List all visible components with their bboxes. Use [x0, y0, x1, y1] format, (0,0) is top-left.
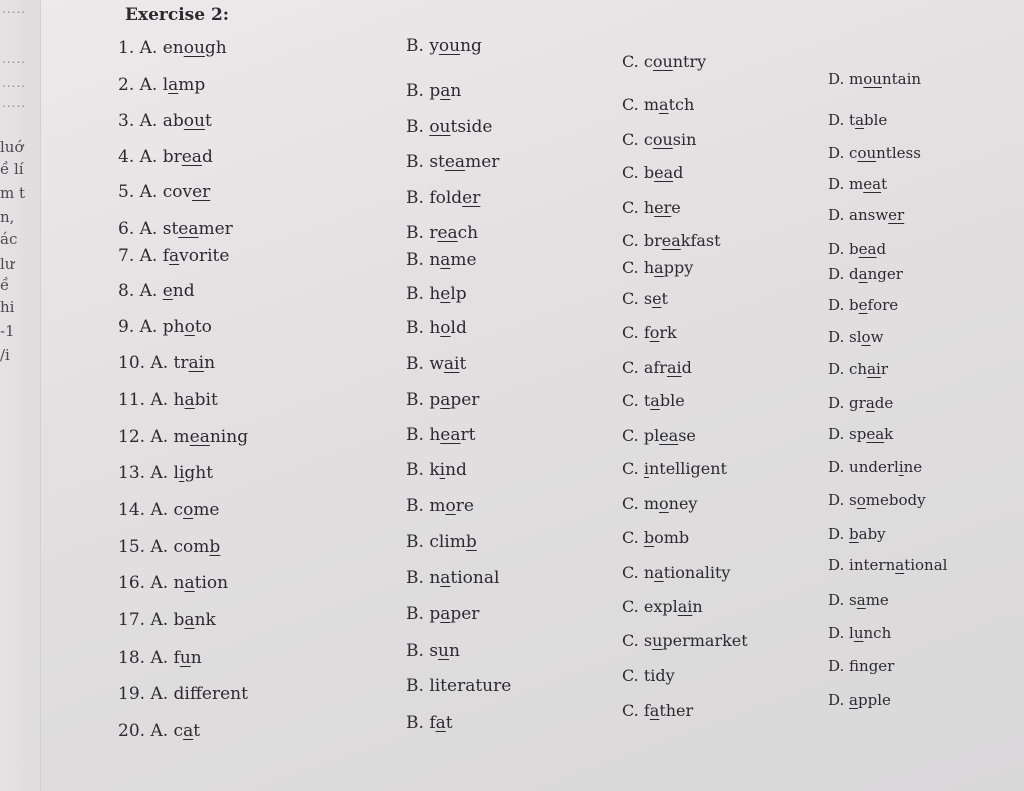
option-a-q4: 4. A. bread: [118, 147, 213, 167]
option-c-q5: C. here: [622, 198, 681, 217]
underlined-letters: o: [440, 318, 451, 338]
option-a-q11: 11. A. habit: [118, 390, 218, 410]
underlined-letters: a: [855, 111, 865, 129]
underlined-letters: a: [440, 568, 451, 588]
option-b-q10: B. wait: [406, 354, 467, 374]
underlined-letters: a: [659, 95, 669, 114]
option-a-q13: 13. A. light: [118, 463, 214, 483]
underlined-letters: a: [865, 394, 875, 412]
underlined-letters: a: [168, 75, 179, 95]
option-b-q18: B. sun: [406, 641, 460, 661]
underlined-letters: e: [858, 296, 868, 314]
underlined-letters: b: [209, 537, 221, 557]
option-a-q10: 10. A. train: [118, 353, 216, 373]
option-c-q6: C. breakfast: [622, 231, 721, 250]
option-d-q1: D. mountain: [828, 70, 922, 88]
underlined-letters: o: [445, 496, 456, 516]
margin-dots: .....: [2, 96, 27, 110]
underlined-letters: ou: [652, 130, 673, 149]
option-b-q2: B. pan: [406, 81, 462, 101]
option-c-q10: C. afraid: [622, 358, 692, 377]
option-a-q19: 19. A. different: [118, 684, 248, 704]
underlined-letters: ai: [677, 597, 693, 616]
underlined-letters: u: [179, 648, 191, 668]
underlined-letters: b: [643, 528, 655, 547]
option-d-q3: D. countless: [828, 144, 921, 162]
underlined-letters: a: [440, 604, 451, 624]
underlined-letters: o: [659, 494, 669, 513]
option-b-q1: B. young: [406, 36, 482, 56]
option-a-q15: 15. A. comb: [118, 537, 221, 557]
underlined-letters: er: [192, 182, 211, 202]
underlined-letters: ea: [661, 231, 681, 250]
option-a-q9: 9. A. photo: [118, 317, 212, 337]
underlined-letters: a: [184, 610, 195, 630]
underlined-letters: ai: [867, 360, 881, 378]
underlined-letters: ou: [652, 52, 673, 71]
option-b-q17: B. paper: [406, 604, 480, 624]
underlined-letters: ou: [429, 117, 451, 137]
option-a-q17: 17. A. bank: [118, 610, 216, 630]
previous-page-edge: [0, 0, 41, 791]
underlined-letters: ou: [857, 144, 877, 162]
option-b-q20: B. fat: [406, 713, 453, 733]
underlined-letters: ea: [440, 425, 461, 445]
option-c-q8: C. set: [622, 289, 668, 308]
option-a-q2: 2. A. lamp: [118, 75, 206, 95]
option-d-q17: D. same: [828, 591, 889, 609]
option-a-q8: 8. A. end: [118, 281, 195, 301]
underlined-letters: er: [654, 198, 672, 217]
option-b-q9: B. hold: [406, 318, 467, 338]
underlined-letters: i: [439, 460, 446, 480]
option-b-q12: B. heart: [406, 425, 476, 445]
underlined-letters: a: [440, 250, 451, 270]
option-d-q20: D. apple: [828, 691, 891, 709]
underlined-letters: a: [858, 265, 868, 283]
option-a-q1: 1. A. enough: [118, 38, 227, 58]
underlined-letters: i: [898, 458, 904, 476]
underlined-letters: a: [649, 701, 660, 720]
option-d-q16: D. international: [828, 556, 948, 574]
option-b-q19: B. literature: [406, 676, 512, 696]
underlined-letters: o: [861, 328, 871, 346]
underlined-letters: a: [654, 563, 664, 582]
underlined-letters: a: [169, 246, 180, 266]
option-d-q7: D. danger: [828, 265, 903, 283]
margin-fragment: ề lí: [0, 160, 24, 178]
underlined-letters: ai: [443, 354, 460, 374]
underlined-letters: i: [178, 463, 185, 483]
option-c-q13: C. intelligent: [622, 459, 727, 478]
underlined-letters: ea: [654, 163, 674, 182]
underlined-letters: ea: [659, 426, 679, 445]
option-a-q14: 14. A. come: [118, 500, 220, 520]
option-b-q3: B. outside: [406, 117, 493, 137]
option-c-q17: C. explain: [622, 597, 703, 616]
underlined-letters: e: [440, 284, 451, 304]
underlined-letters: ou: [438, 36, 461, 56]
underlined-letters: ai: [188, 353, 205, 373]
option-c-q20: C. father: [622, 701, 694, 720]
underlined-letters: i: [643, 459, 649, 478]
margin-fragment: luớ: [0, 138, 24, 156]
margin-fragment: ề: [0, 276, 10, 294]
underlined-letters: b: [465, 532, 477, 552]
option-d-q10: D. chair: [828, 360, 889, 378]
option-b-q14: B. more: [406, 496, 474, 516]
underlined-letters: er: [462, 188, 481, 208]
underlined-letters: o: [649, 323, 660, 342]
option-d-q6: D. bead: [828, 240, 887, 258]
option-d-q9: D. slow: [828, 328, 884, 346]
option-a-q3: 3. A. about: [118, 111, 212, 131]
underlined-letters: a: [654, 258, 664, 277]
underlined-letters: e: [652, 289, 662, 308]
underlined-letters: ai: [666, 358, 682, 377]
option-b-q4: B. steamer: [406, 152, 500, 172]
underlined-letters: ea: [866, 425, 885, 443]
underlined-letters: a: [650, 391, 660, 410]
margin-fragment: m t: [0, 184, 26, 202]
option-b-q5: B. folder: [406, 188, 481, 208]
underlined-letters: ea: [437, 223, 458, 243]
option-c-q11: C. table: [622, 391, 685, 410]
option-b-q15: B. climb: [406, 532, 477, 552]
margin-dots: .....: [2, 2, 27, 16]
underlined-letters: o: [184, 317, 195, 337]
underlined-letters: b: [849, 525, 859, 543]
option-a-q6: 6. A. steamer: [118, 219, 233, 239]
margin-dots: .....: [2, 76, 27, 90]
option-b-q13: B. kind: [406, 460, 467, 480]
option-d-q12: D. speak: [828, 425, 894, 443]
margin-fragment: -1: [0, 322, 15, 340]
underlined-letters: ea: [444, 152, 466, 172]
underlined-letters: u: [438, 641, 449, 661]
underlined-letters: e: [162, 281, 173, 301]
underlined-letters: ea: [189, 427, 210, 447]
underlined-letters: ea: [181, 147, 202, 167]
underlined-letters: ea: [858, 240, 877, 258]
option-c-q12: C. please: [622, 426, 696, 445]
underlined-letters: a: [184, 573, 195, 593]
underlined-letters: a: [440, 81, 451, 101]
option-b-q6: B. reach: [406, 223, 479, 243]
margin-fragment: hi: [0, 298, 15, 316]
option-c-q16: C. nationality: [622, 563, 731, 582]
underlined-letters: ea: [863, 175, 882, 193]
option-a-q20: 20. A. cat: [118, 721, 201, 741]
underlined-letters: ou: [183, 38, 205, 58]
option-b-q8: B. help: [406, 284, 467, 304]
underlined-letters: o: [183, 500, 194, 520]
underlined-letters: a: [440, 390, 451, 410]
underlined-letters: a: [849, 691, 858, 709]
underlined-letters: a: [435, 713, 446, 733]
underlined-letters: a: [895, 556, 905, 574]
underlined-letters: ou: [863, 70, 882, 88]
option-c-q15: C. bomb: [622, 528, 690, 547]
option-c-q9: C. fork: [622, 323, 677, 342]
option-d-q11: D. grade: [828, 394, 894, 412]
option-d-q13: D. underline: [828, 458, 923, 476]
option-d-q14: D. somebody: [828, 491, 926, 509]
underlined-letters: ea: [178, 219, 199, 239]
option-c-q18: C. supermarket: [622, 631, 748, 650]
underlined-letters: a: [183, 721, 194, 741]
underlined-letters: ou: [183, 111, 205, 131]
margin-fragment: lư: [0, 255, 15, 273]
option-d-q18: D. lunch: [828, 624, 892, 642]
option-d-q4: D. meat: [828, 175, 888, 193]
underlined-letters: o: [856, 491, 866, 509]
option-c-q14: C. money: [622, 494, 698, 513]
margin-fragment: /i: [0, 346, 10, 364]
option-c-q1: C. country: [622, 52, 707, 71]
option-b-q7: B. name: [406, 250, 477, 270]
option-c-q4: C. bead: [622, 163, 684, 182]
option-a-q5: 5. A. cover: [118, 182, 211, 202]
option-a-q18: 18. A. fun: [118, 648, 202, 668]
margin-fragment: n,: [0, 208, 15, 226]
option-d-q2: D. table: [828, 111, 888, 129]
option-c-q2: C. match: [622, 95, 695, 114]
option-a-q7: 7. A. favorite: [118, 246, 230, 266]
underlined-letters: a: [856, 591, 866, 609]
option-c-q3: C. cousin: [622, 130, 697, 149]
option-b-q11: B. paper: [406, 390, 480, 410]
option-b-q16: B. national: [406, 568, 500, 588]
option-d-q15: D. baby: [828, 525, 886, 543]
margin-fragment: ác: [0, 230, 18, 248]
option-a-q12: 12. A. meaning: [118, 427, 249, 447]
option-d-q5: D. answer: [828, 206, 905, 224]
underlined-letters: u: [853, 624, 864, 642]
underlined-letters: er: [888, 206, 905, 224]
underlined-letters: u: [652, 631, 663, 650]
underlined-letters: a: [184, 390, 195, 410]
option-a-q16: 16. A. nation: [118, 573, 229, 593]
exercise-title: Exercise 2:: [125, 5, 230, 25]
option-c-q19: C. tidy: [622, 666, 675, 685]
margin-dots: .....: [2, 52, 27, 66]
option-d-q8: D. before: [828, 296, 899, 314]
option-d-q19: D. finger: [828, 657, 895, 675]
option-c-q7: C. happy: [622, 258, 694, 277]
